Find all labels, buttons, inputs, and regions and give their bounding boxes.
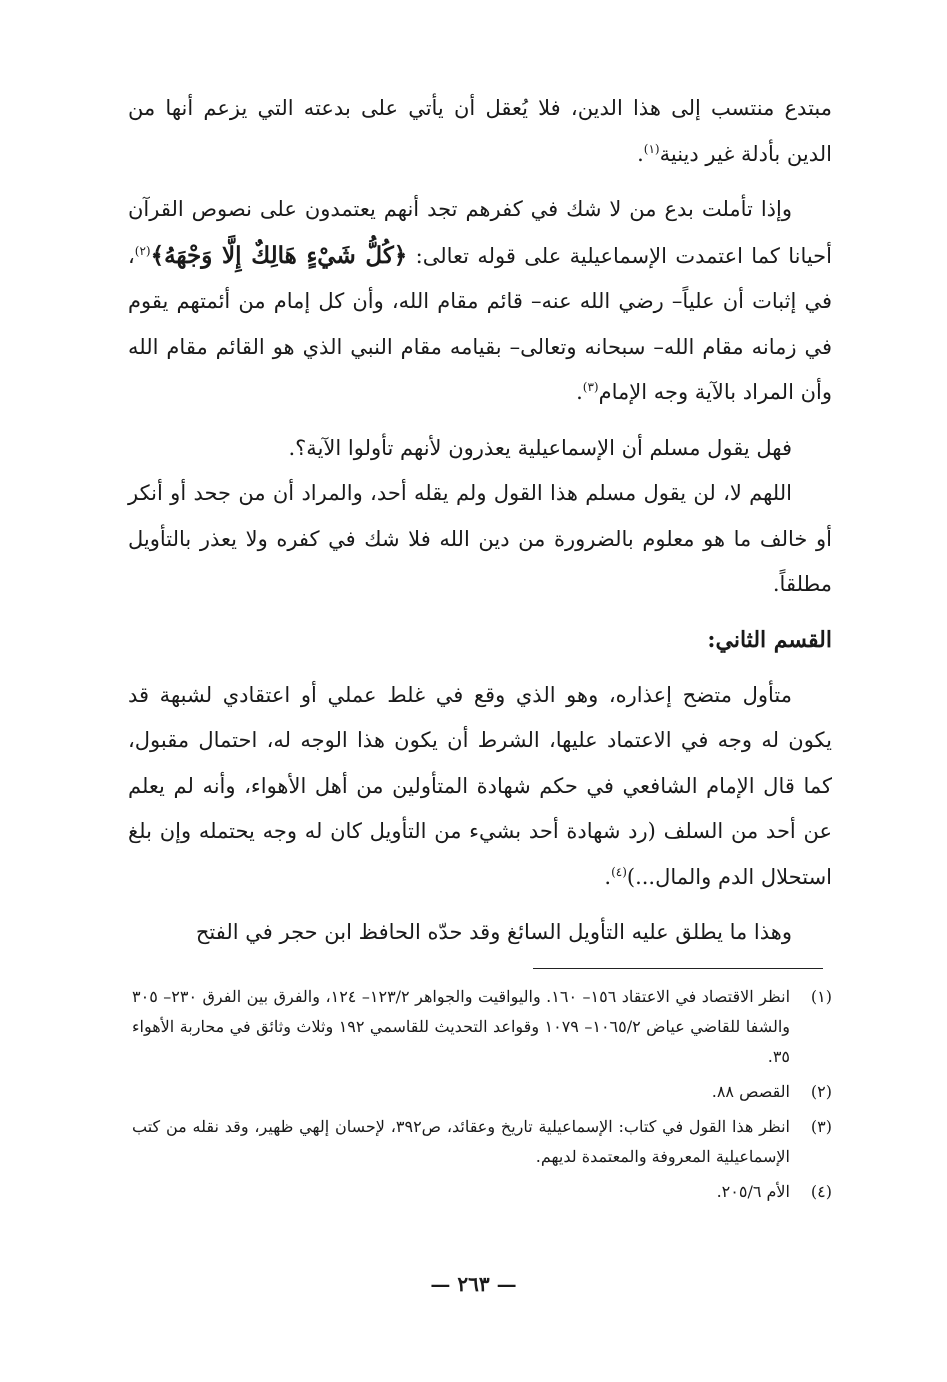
- footnote-number: (٢): [810, 1082, 832, 1101]
- paragraph-6: وهذا ما يطلق عليه التأويل السائغ وقد حدّه الحافظ ابن حجر في الفتح: [195, 920, 792, 944]
- footnote-ref-1: (١): [643, 141, 660, 156]
- footnote-4: [132, 1177, 832, 1207]
- footnote-number: (١): [810, 987, 832, 1006]
- footnote-number: (٣): [810, 1117, 832, 1136]
- paragraph-2-intro: وإذا تأملت بدع من لا شك في كفرهم تجد أنهم يعتمدون على نصوص القرآن أحيانا كما اعتمدت الإسماعيلية على قوله تعالى:: [128, 197, 833, 268]
- footnote-separator: [533, 968, 823, 969]
- footnote-text: انظر الاقتصاد في الاعتقاد ١٥٦– ١٦٠. واليواقيت والجواهر ١٢٣/٢– ١٢٤، والفرق بين الفرق ٢٣٠– ٣٠٥ والشفا للقاضي عياض ١٠٦٥/٢– ١٠٧٩ وقواعد التحديث للقاسمي ١٩٢ وثلاث وثائق في محاربة الأهواء ٣٥.: [132, 987, 791, 1066]
- footnote-text: القصص ٨٨.: [711, 1082, 790, 1101]
- paragraph-1: [128, 86, 832, 177]
- page-number: — ٢٦٣ —: [430, 1272, 517, 1296]
- footnote-number: (٤): [810, 1182, 832, 1201]
- footnote-ref-2: (٢): [134, 243, 151, 258]
- paragraph-4: اللهم لا، لن يقول مسلم هذا القول ولم يقله أحد، والمراد أن من جحد أو أنكر أو خالف ما هو معلوم بالضرورة من دين الله فلا شك في كفره ولا يعذر بالتأويل مطلقاً.: [128, 481, 832, 596]
- paragraph-2: [128, 187, 832, 416]
- paragraph-1-end: .: [637, 141, 644, 166]
- footnote-2: [132, 1077, 832, 1107]
- quran-verse: ﴿كُلُّ شَيْءٍ هَالِكٌ إِلَّا وَجْهَهُ﴾: [150, 241, 408, 269]
- paragraph-3: فهل يقول مسلم أن الإسماعيلية يعذرون لأنهم تأولوا الآية؟.: [288, 435, 792, 460]
- footnote-text: انظر هذا القول في كتاب: الإسماعيلية تاريخ وعقائد، ص٣٩٢، لإحسان إلهي ظهير، وقد نقله من كتب الإسماعيلية المعروفة والمعتمدة لديهم.: [132, 1117, 791, 1166]
- paragraph-5: [128, 673, 832, 901]
- footnote-ref-3: (٣): [582, 380, 599, 394]
- paragraph-1-text: مبتدع منتسب إلى هذا الدين، فلا يُعقل أن يأتي على بدعته التي يزعم أنها من الدين بأدلة غير دينية: [128, 96, 832, 166]
- section-heading: القسم الثاني:: [707, 626, 832, 653]
- main-text: [128, 86, 832, 966]
- paragraph-2-body: ، في إثبات أن علياً– رضي الله عنه– قائم مقام الله، وأن كل إمام من أئمتهم يقوم في زمانه مقام الله– سبحانه وتعالى– بقيامه مقام النبي الذي هو القائم مقام الله وأن المراد بالآية وجه الإمام: [128, 243, 832, 404]
- footnote-text: الأم ٢٠٥/٦.: [716, 1182, 790, 1201]
- footnote-ref-4: (٤): [611, 864, 627, 879]
- footnote-3: [132, 1112, 832, 1172]
- paragraph-2-end: .: [576, 380, 583, 404]
- paragraph-5-end: .: [604, 864, 612, 889]
- footnotes: [132, 982, 832, 1212]
- footnote-1: [132, 982, 832, 1072]
- paragraph-5-text: متأول متضح إعذاره، وهو الذي وقع في غلط عملي أو اعتقادي لشبهة قد يكون له وجه في الاعتماد عليها، الشرط أن يكون هذا الوجه له، احتمال مقبول، كما قال الإمام الشافعي في حكم شهادة المتأولين من أهل الأهواء، وأنه لم يعلم عن أحد من السلف (رد شهادة أحد بشيء من التأويل كان له وجه يحتمله وإن بلغ استحلال الدم والمال...): [128, 682, 832, 889]
